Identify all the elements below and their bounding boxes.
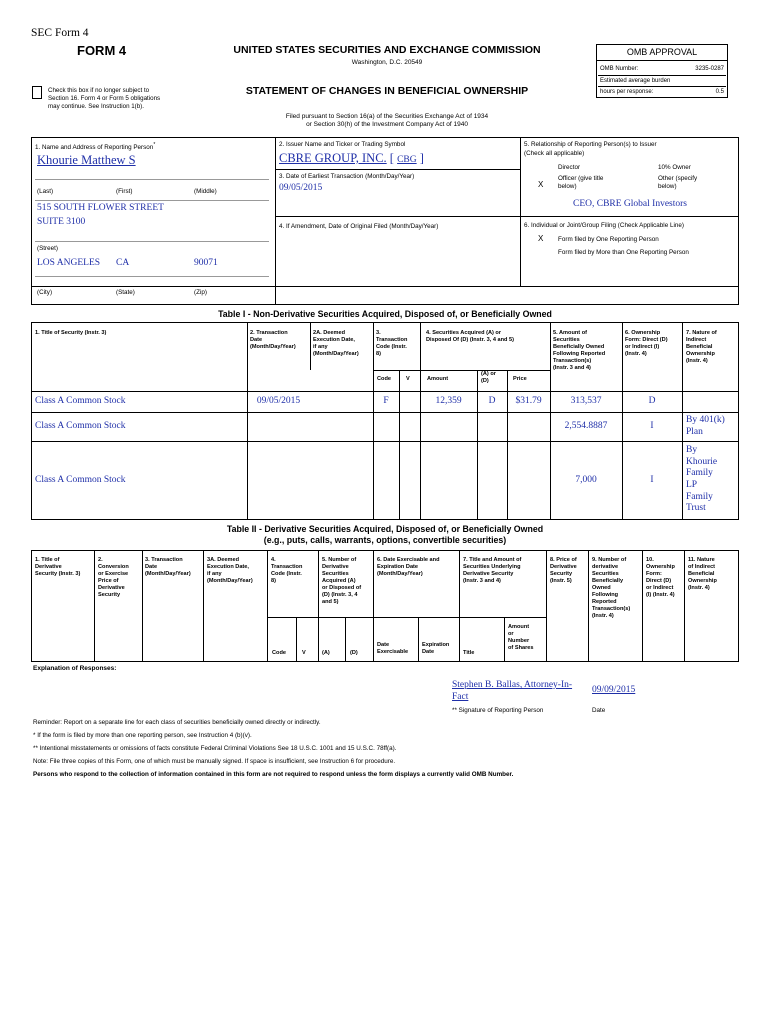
omb-number-value: 3235-0287	[695, 66, 724, 72]
street-label: (Street)	[37, 245, 58, 252]
t1-h2a-1: Execution Date,	[313, 336, 355, 343]
signature-name[interactable]	[452, 680, 572, 704]
t2-h2-2: or Exercise	[98, 570, 129, 577]
other-option[interactable]	[658, 175, 697, 191]
t2-h5-2: Securities	[322, 570, 349, 577]
t1-row3-nature-5: Trust	[686, 503, 706, 514]
t2-sub-title: Title	[463, 650, 475, 656]
t1-row3-nature-0: By	[686, 445, 698, 455]
t1-h5-0: 5. Amount of	[553, 330, 587, 336]
table2-title-2: (e.g., puts, calls, warrants, options, convertible securities)	[263, 535, 507, 546]
t2-h3	[145, 557, 191, 578]
filed-pursuant-line1: Filed pursuant to Section 16(a) of the Securities Exchange Act of 1934	[285, 113, 489, 120]
t2-h3a-1: Execution Date,	[207, 563, 249, 570]
officer-option-line1: Officer (give title	[558, 175, 604, 182]
t1-h7-0: 7. Nature of	[686, 330, 717, 336]
t1-sub-amount: Amount	[427, 376, 449, 382]
t2-h11	[688, 557, 717, 592]
officer-option-line2: below)	[558, 182, 577, 190]
t2-sub-exp-1: Expiration	[422, 642, 450, 648]
check-box-note	[48, 87, 160, 110]
t2-h5-4: or Disposed of	[322, 584, 362, 591]
t2-h2-5: Security	[98, 591, 121, 598]
t2-sub-exp-2: Date	[422, 648, 435, 655]
page-title: SEC Form 4	[31, 27, 89, 39]
t2-h10-5: (I) (Instr. 4)	[646, 591, 675, 598]
reporting-person-name-link[interactable]: Khourie Matthew S	[37, 153, 136, 167]
t2-h5-6: and 5)	[322, 598, 339, 605]
t2-h5-5: (D) (Instr. 3, 4	[322, 591, 358, 598]
t2-h10-1: Ownership	[646, 563, 675, 570]
t2-h5	[322, 557, 361, 606]
t1-sub-ad-1: (A) or	[481, 371, 496, 377]
last-label: (Last)	[37, 188, 54, 195]
t1-row1-price: $31.79	[515, 396, 542, 406]
t1-sub-ad-2: (D)	[481, 377, 489, 384]
footnote-4: Persons who respond to the collection of information contained in this form are not required to respond unless the form displays a currently valid OMB Number.	[33, 771, 514, 778]
t1-h6	[625, 330, 668, 358]
t2-h3a	[207, 557, 253, 585]
t2-h10	[646, 557, 675, 599]
t2-h9-2: Securities	[592, 570, 619, 577]
check-box-note-line1: Check this box if no longer subject to	[48, 87, 150, 94]
t2-h8	[550, 557, 577, 585]
explanation-label: Explanation of Responses:	[33, 665, 117, 672]
t2-sub-de	[377, 642, 408, 656]
statement-title: STATEMENT OF CHANGES IN BENEFICIAL OWNERSHIP	[245, 85, 529, 97]
commission-city: Washington, D.C. 20549	[351, 59, 423, 66]
t2-h3-1: Date	[145, 563, 158, 570]
t1-row2-title: Class A Common Stock	[35, 421, 126, 431]
director-option[interactable]: Director	[558, 164, 581, 171]
t1-h5-5: (Instr. 3 and 4)	[553, 364, 591, 371]
ticker-bracket-open: [	[389, 151, 394, 165]
reporting-person-label	[35, 142, 155, 152]
t2-h6-0: 6. Date Exercisable and	[377, 557, 440, 563]
t2-h7-1: Securities Underlying	[463, 563, 521, 570]
relationship-label2: (Check all applicable)	[524, 150, 585, 157]
t2-sub-code: Code	[272, 650, 286, 656]
city-label: (City)	[37, 289, 53, 296]
t2-h11-0: 11. Nature	[688, 557, 715, 563]
street-line2: SUITE 3100	[37, 217, 86, 227]
t1-sub-price: Price	[513, 376, 527, 382]
omb-title: OMB APPROVAL	[626, 47, 698, 57]
t1-h4	[426, 330, 514, 344]
t2-h9-5: Following	[592, 591, 619, 598]
t2-h2-4: Derivative	[98, 584, 125, 591]
t2-h8-0: 8. Price of	[550, 557, 577, 563]
t2-h8-3: (Instr. 5)	[550, 577, 572, 584]
signature-name-line1: Stephen B. Ballas, Attorney-In-	[452, 680, 573, 690]
street-line1: 515 SOUTH FLOWER STREET	[37, 203, 164, 213]
t2-sub-a: (A)	[322, 650, 330, 656]
issuer-label: 2. Issuer Name and Ticker or Trading Symbol	[279, 141, 406, 148]
other-option-line2: below)	[658, 182, 677, 190]
t1-row3-title: Class A Common Stock	[35, 475, 126, 485]
t2-h4-2: Code (Instr.	[271, 570, 302, 577]
t2-h1	[35, 557, 80, 578]
t2-h3-0: 3. Transaction	[145, 557, 183, 563]
t1-h7-1: Indirect	[686, 336, 707, 343]
t2-h3a-3: (Month/Day/Year)	[207, 577, 253, 584]
t2-h7-2: Derivative Security	[463, 570, 514, 577]
t1-sub-ad	[481, 371, 496, 385]
footnote-3: Note: File three copies of this Form, one of which must be manually signed. If space is insufficient, see Instruction 6 for procedure.	[33, 758, 396, 765]
t1-row2-form: I	[650, 421, 654, 431]
filed-pursuant	[198, 113, 576, 129]
t1-row3-owned: 7,000	[575, 475, 597, 485]
t2-sub-d: (D)	[350, 650, 358, 656]
ticker-link[interactable]: CBG	[397, 155, 417, 165]
t1-h2a-3: (Month/Day/Year)	[313, 350, 359, 357]
t1-row1-ad: D	[488, 396, 496, 406]
group-filing-mark: X	[538, 234, 544, 243]
t2-h1-2: Security (Instr. 3)	[35, 570, 81, 577]
t2-h6-1: Expiration Date	[377, 563, 419, 570]
t1-h4-1: Disposed Of (D) (Instr. 3, 4 and 5)	[426, 336, 514, 343]
t2-h9-4: Owned	[592, 584, 611, 591]
table2-title-1: Table II - Derivative Securities Acquired, Disposed of, or Beneficially Owned	[226, 524, 544, 534]
t2-h5-1: Derivative	[322, 563, 349, 570]
t1-h3-1: Transaction	[376, 336, 408, 343]
signature-date-label: Date	[592, 707, 606, 714]
table1-title: Table I - Non-Derivative Securities Acquired, Disposed of, or Beneficially Owned	[218, 309, 552, 319]
t1-row1-amount: 12,359	[435, 396, 462, 406]
t1-row1-code: F	[383, 396, 389, 406]
t2-h9-6: Reported	[592, 598, 617, 605]
footnote-2: ** Intentional misstatements or omissions of facts constitute Federal Criminal Violations See 18 U.S.C. 1001 and 15 U.S.C. 78ff(a).	[33, 745, 397, 752]
other-option-line1: Other (specify	[658, 175, 698, 182]
t1-row2-nature-1: By 401(k)	[686, 415, 725, 425]
officer-check-mark: X	[538, 180, 544, 189]
t2-h1-1: Derivative	[35, 563, 62, 570]
t2-h9-8: (Instr. 4)	[592, 612, 614, 619]
t2-h5-0: 5. Number of	[322, 557, 357, 563]
t1-h2-0: 2. Transaction	[250, 330, 288, 336]
t2-h9	[592, 557, 630, 620]
t1-row3-nature	[686, 445, 717, 515]
one-person-option[interactable]: Form filed by One Reporting Person	[558, 236, 659, 243]
t2-h8-2: Security	[550, 570, 573, 577]
t1-h5-3: Following Reported	[553, 350, 606, 357]
signature-date: 09/09/2015	[592, 685, 636, 695]
t1-row2-nature	[686, 415, 725, 439]
t1-h2a-0: 2A. Deemed	[313, 330, 346, 336]
t1-h7-4: (Instr. 4)	[686, 357, 708, 364]
t1-row1-form: D	[648, 396, 656, 406]
state-label: (State)	[116, 289, 135, 296]
t2-h7	[463, 557, 521, 585]
t1-h6-0: 6. Ownership	[625, 330, 661, 336]
t1-row3-nature-3: LP	[686, 480, 698, 491]
t1-row2-nature-2: Plan	[686, 426, 703, 437]
issuer-name-link[interactable]: CBRE GROUP, INC.	[279, 151, 387, 165]
t2-h2-1: Conversion	[98, 563, 129, 570]
t2-h1-0: 1. Title of	[35, 557, 60, 563]
t2-h9-1: derivative	[592, 563, 619, 570]
t1-h5	[553, 330, 605, 372]
check-box-note-line2: Section 16. Form 4 or Form 5 obligations	[48, 94, 161, 102]
t1-h2a-2: if any	[313, 343, 328, 350]
t2-h6	[377, 557, 440, 578]
t2-h9-3: Beneficially	[592, 577, 624, 584]
signature-name-line2: Fact	[452, 691, 469, 702]
relationship-label1: 5. Relationship of Reporting Person(s) to Issuer	[524, 141, 657, 148]
t1-row2-owned: 2,554.8887	[564, 421, 608, 431]
t1-h7-2: Beneficial	[686, 343, 713, 350]
t1-row3-form: I	[650, 475, 654, 485]
filed-pursuant-line2: or Section 30(h) of the Investment Company Act of 1940	[306, 121, 468, 129]
t2-h9-0: 9. Number of	[592, 557, 627, 563]
t1-row3-nature-4: Family	[686, 491, 713, 502]
t2-h7-0: 7. Title and Amount of	[463, 557, 522, 563]
omb-number-label: OMB Number:	[600, 66, 639, 72]
t2-sub-amt	[508, 624, 534, 652]
signature-label: ** Signature of Reporting Person	[452, 707, 544, 714]
t1-sub-code: Code	[377, 376, 391, 382]
commission-name: UNITED STATES SECURITIES AND EXCHANGE COMMISSION	[233, 44, 541, 56]
middle-label: (Middle)	[194, 188, 217, 195]
t2-h10-0: 10.	[646, 557, 654, 563]
officer-title: CEO, CBRE Global Investors	[573, 199, 687, 209]
reporting-person-asterisk: *	[153, 142, 156, 148]
t1-h5-4: Transaction(s)	[553, 357, 592, 364]
t2-h10-2: Form:	[646, 570, 662, 577]
t2-sub-amt-1: or	[508, 630, 514, 637]
officer-option[interactable]	[558, 175, 603, 191]
t2-h7-3: (Instr. 3 and 4)	[463, 577, 501, 584]
t1-row3-nature-1: Khourie	[686, 456, 718, 467]
earliest-date-value: 09/05/2015	[279, 183, 323, 193]
t1-h3-2: Code (Instr.	[376, 343, 407, 350]
state-value: CA	[116, 258, 130, 268]
t1-h3-3: 8)	[376, 350, 381, 357]
t2-sub-v: V	[302, 650, 306, 656]
t2-h8-1: Derivative	[550, 563, 577, 570]
ticker-bracket-close: ]	[419, 151, 424, 165]
t2-h11-4: (Instr. 4)	[688, 584, 710, 591]
t2-sub-amt-0: Amount	[508, 624, 530, 630]
t1-h7	[686, 330, 717, 365]
form-title: FORM 4	[77, 43, 127, 58]
t2-h10-3: Direct (D)	[646, 577, 672, 584]
zip-value: 90071	[194, 258, 218, 268]
t2-h11-1: of Indirect	[688, 563, 716, 570]
t2-sub-amt-3: of Shares	[508, 644, 534, 651]
omb-burden-label: Estimated average burden	[600, 78, 671, 84]
t2-h3-2: (Month/Day/Year)	[145, 570, 191, 577]
no-longer-subject-checkbox[interactable]	[32, 86, 42, 99]
t1-h3	[376, 330, 407, 358]
check-box-note-line3: may continue. See Instruction 1(b).	[48, 102, 144, 110]
t1-h1: 1. Title of Security (Instr. 3)	[35, 330, 107, 336]
t1-h2	[250, 330, 296, 351]
earliest-date-label: 3. Date of Earliest Transaction (Month/Day/Year)	[279, 173, 415, 180]
t1-h5-1: Securities	[553, 336, 580, 343]
t2-h5-3: Acquired (A)	[322, 577, 356, 584]
t2-h4-1: Transaction	[271, 563, 303, 570]
city-value: LOS ANGELES	[37, 258, 101, 268]
t2-h11-3: Ownership	[688, 577, 717, 584]
t1-row1-owned: 313,537	[570, 396, 602, 406]
t2-h2-3: Price of	[98, 577, 119, 584]
t1-sub-v: V	[406, 376, 410, 382]
omb-hours-value: 0.5	[715, 89, 724, 95]
t1-h2a	[313, 330, 359, 358]
t2-h4-0: 4.	[271, 557, 276, 563]
t2-h4	[271, 557, 302, 585]
t2-h10-4: or Indirect	[646, 584, 674, 591]
t2-sub-de-1: Date	[377, 642, 390, 648]
t2-h2	[98, 557, 129, 599]
ten-pct-owner-option[interactable]: 10% Owner	[658, 164, 691, 171]
t2-h2-0: 2.	[98, 557, 103, 563]
group-filing-label: 6. Individual or Joint/Group Filing (Check Applicable Line)	[524, 222, 684, 229]
t1-h6-3: (Instr. 4)	[625, 350, 647, 357]
t2-sub-de-2: Exercisable	[377, 648, 409, 655]
footnote-reminder: Reminder: Report on a separate line for each class of securities beneficially owned directly or indirectly.	[33, 719, 321, 726]
t1-h2-1: Date	[250, 336, 263, 343]
table2-title	[31, 524, 739, 547]
t1-h5-2: Beneficially Owned	[553, 343, 605, 350]
t2-h9-7: Transaction(s)	[592, 605, 631, 612]
more-persons-option[interactable]: Form filed by More than One Reporting Person	[558, 249, 689, 256]
t2-h3a-0: 3A. Deemed	[207, 557, 240, 563]
t1-row3-nature-2: Family	[686, 468, 713, 479]
t2-h3a-2: if any	[207, 570, 222, 577]
t1-row1-title: Class A Common Stock	[35, 396, 126, 406]
first-label: (First)	[116, 188, 133, 195]
footnote-1: * If the form is filed by more than one reporting person, see Instruction 4 (b)(v).	[33, 732, 252, 739]
t1-h4-0: 4. Securities Acquired (A) or	[426, 330, 502, 336]
t1-h7-3: Ownership	[686, 350, 715, 357]
amendment-label: 4. If Amendment, Date of Original Filed (Month/Day/Year)	[279, 223, 439, 230]
t1-h3-0: 3.	[376, 330, 381, 336]
t2-h11-2: Beneficial	[688, 570, 715, 577]
omb-hours-label: hours per response:	[600, 89, 654, 95]
t2-h6-2: (Month/Day/Year)	[377, 570, 423, 577]
t2-sub-exp	[422, 642, 449, 656]
reporting-person-label-text: 1. Name and Address of Reporting Person	[35, 144, 154, 152]
t2-sub-amt-2: Number	[508, 637, 530, 644]
t1-h2-2: (Month/Day/Year)	[250, 343, 296, 350]
issuer-line	[279, 151, 424, 167]
t1-row1-date: 09/05/2015	[256, 396, 301, 406]
t1-h6-2: or Indirect (I)	[625, 343, 660, 350]
t1-h6-1: Form: Direct (D)	[625, 336, 668, 343]
zip-label: (Zip)	[194, 289, 207, 296]
t2-h4-3: 8)	[271, 577, 276, 584]
